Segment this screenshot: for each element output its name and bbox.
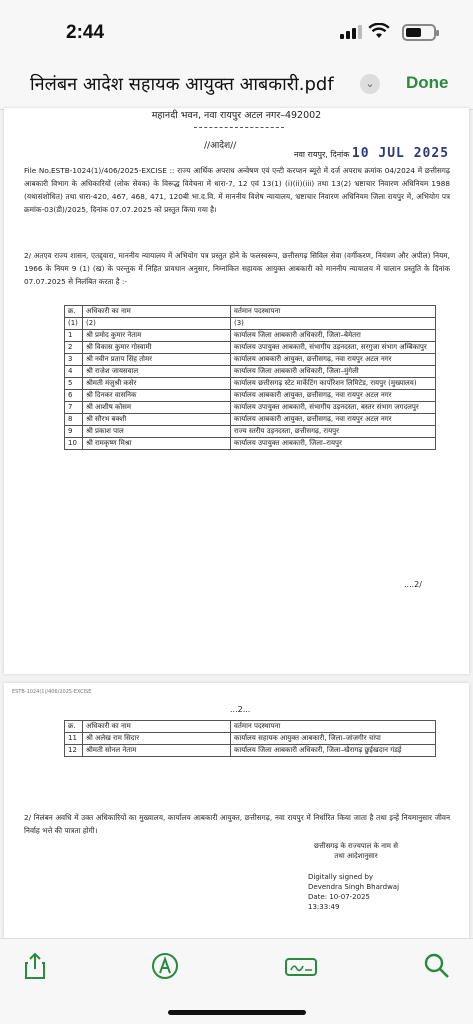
- serial-cell: 1: [65, 330, 83, 342]
- name-cell: श्री प्रकाश पाल: [83, 426, 231, 438]
- serial-cell: 4: [65, 366, 83, 378]
- name-cell: श्री अलेख राम सिदार: [83, 733, 231, 745]
- colnum-cell: (1): [65, 318, 83, 330]
- order-paragraph-2: 2/ अतएव राज्य शासन, एतद्द्वारा, माननीय न्यायालय में अभियोग पत्र प्रस्तुत होने के फलस्वरूप, छत्तीसगढ़ सिविल सेवा (वर्गीकरण, नियंत्रण और अपील) नियम, 1966 के नियम 9 (1) (ख) के परन्तुक में निहित प्रावधान अनुसार, निम्नांकित सहायक आयुक्त आबकारी को माननीय न्यायालय में चालान प्रस्तुति के दिनांक 07.07.2025 से निलंबित करता है :-: [24, 251, 450, 286]
- serial-cell: 11: [65, 733, 83, 745]
- posting-cell: कार्यालय आबकारी आयुक्त, छत्तीसगढ़, नवा रायपुर अटल नगर: [231, 390, 436, 402]
- wifi-icon: [368, 23, 390, 39]
- chevron-down-icon[interactable]: ⌄: [360, 74, 380, 94]
- table-header-row: [65, 721, 436, 733]
- date-stamp: 10 JUL 2025: [351, 146, 450, 161]
- serial-cell: 7: [65, 402, 83, 414]
- posting-cell: राज्य स्तरीय उड़नदस्ता, छत्तीसगढ़, रायपुर: [231, 426, 436, 438]
- digital-signature: [308, 872, 399, 912]
- table-row: [65, 438, 436, 450]
- done-button[interactable]: Done: [406, 73, 449, 92]
- name-cell: श्री सौरभ बक्शी: [83, 414, 231, 426]
- continue-marker: ....2/: [404, 580, 422, 589]
- table-header-row: [65, 306, 436, 318]
- page-marker: ...2...: [230, 705, 251, 714]
- battery-icon: [402, 24, 436, 41]
- table-row: [65, 414, 436, 426]
- posting-cell: कार्यालय जिला आबकारी अधिकारी, जिला–बेमेतरा: [231, 330, 436, 342]
- status-bar: [0, 0, 473, 60]
- serial-cell: 2: [65, 342, 83, 354]
- table-row: [65, 378, 436, 390]
- header-cell: अधिकारी का नाम: [83, 721, 231, 733]
- name-cell: श्रीमती सोनल नेताम: [83, 745, 231, 757]
- header-cell: वर्तमान पदस्थापना: [231, 721, 436, 733]
- name-cell: श्री राजेश जायसवाल: [83, 366, 231, 378]
- name-cell: श्रीमती मंजुश्री कसेर: [83, 378, 231, 390]
- table-row: [65, 354, 436, 366]
- officer-table-2: [64, 720, 436, 757]
- posting-cell: कार्यालय जिला आबकारी अधिकारी, जिला–मुंगेली: [231, 366, 436, 378]
- colnum-cell: (3): [231, 318, 436, 330]
- file-reference: ESTB-1024(1)/406/2025-EXCISE: [12, 689, 92, 695]
- table-row: [65, 366, 436, 378]
- governor-line: तथा आदेशानुसार: [334, 852, 378, 860]
- office-address: महानदी भवन, नवा रायपुर अटल नगर–492002: [151, 110, 322, 121]
- posting-cell: कार्यालय सहायक आयुक्त आबकारी, जिला–जांजगीर चांपा: [231, 733, 436, 745]
- date-prefix: नवा रायपुर, दिनांक: [294, 150, 350, 159]
- header-cell: अधिकारी का नाम: [83, 306, 231, 318]
- divider: [194, 127, 284, 128]
- serial-cell: 9: [65, 426, 83, 438]
- pdf-page-1: [4, 108, 469, 674]
- order-heading: //आदेश//: [204, 141, 237, 151]
- table-row: [65, 745, 436, 757]
- markup-icon[interactable]: [150, 951, 180, 981]
- header-cell: क्र.: [65, 306, 83, 318]
- order-paragraph-3: 2/ निलंबन अवधि में उक्त अधिकारियों का मुख्यालय, कार्यालय आबकारी आयुक्त, छत्तीसगढ़, नवा रायपुर में निर्धारित किया जाता है तथा इन्हें नियमानुसार जीवन निर्वाह भत्ते की पात्रता होगी।: [24, 813, 450, 835]
- header-cell: क्र.: [65, 721, 83, 733]
- serial-cell: 6: [65, 390, 83, 402]
- table-row: [65, 402, 436, 414]
- clock: 2:44: [66, 22, 105, 43]
- colnum-cell: (2): [83, 318, 231, 330]
- name-cell: श्री विकास कुमार गोस्वामी: [83, 342, 231, 354]
- name-cell: श्री आशीष कोसम: [83, 402, 231, 414]
- posting-cell: कार्यालय छत्तीसगढ़ स्टेट मार्केटिंग कार्पोरेशन लिमिटेड, रायपुर (मुख्यालय): [231, 378, 436, 390]
- search-icon[interactable]: [422, 951, 452, 981]
- posting-cell: कार्यालय आबकारी आयुक्त, छत्तीसगढ़, नवा रायपुर अटल नगर: [231, 414, 436, 426]
- header-cell: वर्तमान पदस्थापना: [231, 306, 436, 318]
- signature-line: 13:33:49: [308, 903, 340, 911]
- table-row: [65, 733, 436, 745]
- pdf-page-2: [4, 683, 469, 938]
- name-cell: श्री रामकृष्ण मिश्रा: [83, 438, 231, 450]
- name-cell: श्री दिनकर वासनिक: [83, 390, 231, 402]
- signature-line: Date: 10-07-2025: [308, 893, 370, 901]
- document-title[interactable]: निलंबन आदेश सहायक आयुक्त आबकारी.pdf: [30, 74, 334, 95]
- governor-authority: [266, 841, 446, 861]
- officer-table-1: [64, 305, 436, 450]
- table-colnum-row: [65, 318, 436, 330]
- name-cell: श्री नवीन प्रताप सिंह तोमर: [83, 354, 231, 366]
- name-cell: श्री प्रमोद कुमार नेताम: [83, 330, 231, 342]
- share-icon[interactable]: [20, 951, 50, 981]
- signature-line: Devendra Singh Bhardwaj: [308, 883, 400, 891]
- posting-cell: कार्यालय आबकारी आयुक्त, छत्तीसगढ़, नवा रायपुर अटल नगर: [231, 354, 436, 366]
- table-row: [65, 390, 436, 402]
- table-row: [65, 426, 436, 438]
- serial-cell: 3: [65, 354, 83, 366]
- serial-cell: 12: [65, 745, 83, 757]
- posting-cell: कार्यालय उपायुक्त आबकारी, संभागीय उड़नदस्ता, सरगुजा संभाग अम्बिकापुर: [231, 342, 436, 354]
- posting-cell: कार्यालय उपायुक्त आबकारी, संभागीय उड़नदस्ता, बस्तर संभाग जगदलपुर: [231, 402, 436, 414]
- signature-line: Digitally signed by: [308, 873, 374, 881]
- serial-cell: 5: [65, 378, 83, 390]
- cellular-signal-icon: [340, 25, 362, 39]
- posting-cell: कार्यालय जिला आबकारी अधिकारी, जिला–खैरागढ़ छुईखदान गंडई: [231, 745, 436, 757]
- order-paragraph-1: File No.ESTB-1024(1)/406/2025-EXCISE :: राज्य आर्थिक अपराध अन्वेषण एवं एन्टी करप्शन ब्यूरो में दर्ज अपराध क्रमांक 04/2024 में छत्तीसगढ़ आबकारी विभाग के अधिकारियों (लोक सेवक) के विरूद्ध विवेचना में धारा-7, 12 एवं 13(1) (i)(ii)(iii) तथा 13(2) भ्रष्टाचार निवारण अधिनियम 1988 (यथासंशोधित) तथा धारा-420, 467, 468, 471, 120बी भा.द.वि. में माननीय विशेष न्यायालय, भ्रष्टाचार निवारण अधिनियम जिला रायपुर में, अभियोग पत्र क्रमांक-03(डी)/2025, दिनांक 07.07.2025 को प्रस्तुत किया गया है।: [24, 166, 450, 214]
- posting-cell: कार्यालय उपायुक्त आबकारी, जिला–रायपुर: [231, 438, 436, 450]
- order-date: [294, 146, 449, 161]
- serial-cell: 8: [65, 414, 83, 426]
- table-row: [65, 330, 436, 342]
- signature-icon[interactable]: [284, 951, 318, 981]
- table-row: [65, 342, 436, 354]
- home-indicator[interactable]: [168, 1010, 306, 1015]
- serial-cell: 10: [65, 438, 83, 450]
- document-nav-bar: [0, 60, 473, 110]
- governor-line: छत्तीसगढ़ के राज्यपाल के नाम से: [314, 842, 398, 850]
